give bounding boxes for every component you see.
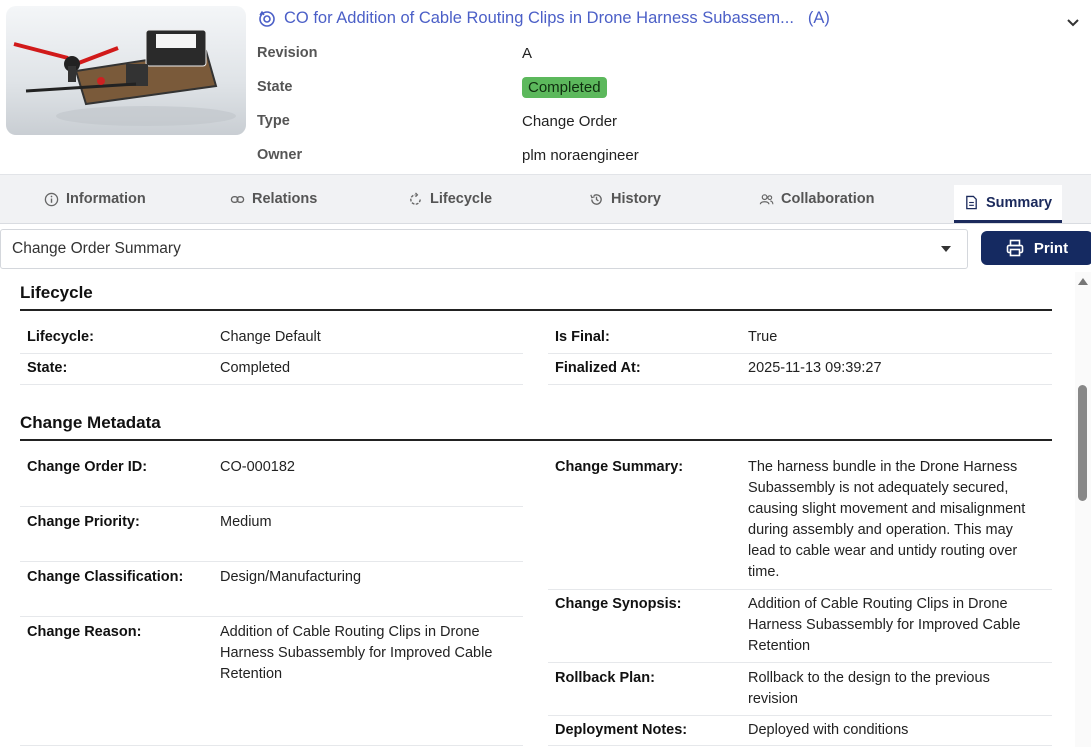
field-value: Rollback to the design to the previous revision — [748, 670, 990, 707]
field-label: Rollback Plan: — [555, 670, 655, 686]
field-row — [27, 512, 522, 534]
document-icon — [964, 195, 979, 210]
field-value: True — [748, 329, 778, 345]
field-row — [27, 457, 522, 479]
field-label: State: — [27, 360, 68, 376]
meta-label: Type — [257, 113, 290, 129]
section-title-change-metadata: Change Metadata — [20, 413, 161, 432]
field-value: CO-000182 — [220, 459, 295, 475]
row-divider — [548, 353, 1052, 354]
row-divider — [548, 745, 1052, 746]
caret-down-icon — [941, 246, 951, 252]
field-row — [555, 457, 1050, 585]
link-icon — [230, 192, 245, 207]
cycle-icon — [408, 192, 423, 207]
field-row — [27, 622, 522, 692]
tab-history[interactable] — [589, 175, 661, 223]
field-label: Change Summary: — [555, 459, 684, 475]
tab-relations[interactable] — [230, 175, 317, 223]
field-value: Addition of Cable Routing Clips in Drone Harness Subassembly for Improved Cable Retention — [748, 596, 1021, 654]
row-divider — [20, 561, 523, 562]
record-title-text[interactable]: CO for Addition of Cable Routing Clips in Drone Harness Subassem... — [284, 9, 794, 27]
field-row — [555, 720, 1050, 742]
field-row — [27, 327, 522, 349]
row-divider — [548, 384, 1052, 385]
field-value: The harness bundle in the Drone Harness Subassembly is not adequately secured, causing slight movement and misalignment during assembly and operation. This may lead to cable wear and untidy routing over time. — [748, 459, 1026, 580]
field-label: Change Order ID: — [27, 459, 148, 475]
section-title-lifecycle: Lifecycle — [20, 283, 93, 302]
summary-content — [0, 272, 1075, 747]
meta-row-revision — [257, 36, 639, 70]
field-value: Design/Manufacturing — [220, 569, 362, 585]
meta-row-owner — [257, 138, 639, 172]
print-label: Print — [1033, 239, 1069, 257]
meta-label: Revision — [257, 45, 318, 61]
field-label: Change Synopsis: — [555, 596, 682, 612]
row-divider — [548, 662, 1052, 663]
field-value: Change Default — [220, 329, 321, 345]
field-row — [555, 594, 1050, 660]
tab-summary[interactable] — [954, 185, 1062, 223]
field-row — [555, 358, 1050, 380]
tab-label: Lifecycle — [430, 191, 493, 207]
tab-information[interactable] — [44, 175, 146, 223]
tab-label: Summary — [986, 194, 1053, 211]
record-meta — [257, 36, 639, 172]
tab-collaboration[interactable] — [759, 175, 874, 223]
field-label: Is Final: — [555, 329, 610, 345]
report-type-select[interactable] — [0, 229, 968, 269]
info-icon — [44, 192, 59, 207]
tab-lifecycle[interactable] — [408, 175, 492, 223]
field-label: Lifecycle: — [27, 329, 94, 345]
row-divider — [548, 715, 1052, 716]
field-row — [27, 567, 522, 589]
section-divider — [20, 439, 1052, 441]
drone-model-image — [6, 6, 246, 135]
meta-value[interactable]: plm noraengineer — [522, 146, 639, 164]
report-type-value: Change Order Summary — [12, 240, 181, 257]
history-icon — [589, 192, 604, 207]
users-icon — [759, 192, 774, 207]
meta-row-type — [257, 104, 639, 138]
tab-bar — [0, 174, 1091, 224]
tab-label: Collaboration — [781, 191, 875, 207]
printer-icon — [1006, 239, 1024, 257]
section-divider — [20, 309, 1052, 311]
scroll-up-arrow-icon[interactable] — [1078, 278, 1088, 285]
field-label: Change Priority: — [27, 514, 140, 530]
record-title — [258, 9, 830, 28]
row-divider — [20, 745, 523, 746]
field-value: Completed — [220, 360, 291, 376]
field-row — [555, 327, 1050, 349]
record-revision-suffix: (A) — [807, 9, 830, 27]
row-divider — [20, 616, 523, 617]
tab-label: Information — [66, 191, 146, 207]
state-badge: Completed — [522, 77, 607, 98]
product-thumbnail — [6, 6, 246, 135]
tab-label: Relations — [252, 191, 318, 207]
content-scrollbar[interactable] — [1075, 272, 1091, 747]
meta-label: State — [257, 79, 293, 95]
field-value: 2025-11-13 09:39:27 — [748, 360, 882, 376]
field-label: Change Reason: — [27, 624, 142, 640]
row-divider — [20, 506, 523, 507]
row-divider — [20, 384, 523, 385]
field-value: Medium — [220, 514, 272, 530]
field-row — [555, 668, 1050, 712]
field-row — [27, 358, 522, 380]
field-label: Deployment Notes: — [555, 722, 688, 738]
meta-value: A — [522, 44, 533, 62]
tab-label: History — [611, 191, 661, 207]
scrollbar-thumb[interactable] — [1078, 385, 1087, 501]
field-value: Addition of Cable Routing Clips in Drone Harness Subassembly for Improved Cable Retention — [220, 624, 493, 682]
chevron-down-icon[interactable] — [1063, 12, 1083, 32]
row-divider — [20, 353, 523, 354]
field-value: Deployed with conditions — [748, 722, 909, 738]
meta-row-state — [257, 70, 639, 104]
print-button[interactable] — [981, 231, 1091, 265]
meta-label: Owner — [257, 147, 303, 163]
field-label: Change Classification: — [27, 569, 184, 585]
row-divider — [548, 589, 1052, 590]
field-label: Finalized At: — [555, 360, 641, 376]
meta-value: Change Order — [522, 112, 618, 130]
change-order-icon — [258, 10, 276, 28]
